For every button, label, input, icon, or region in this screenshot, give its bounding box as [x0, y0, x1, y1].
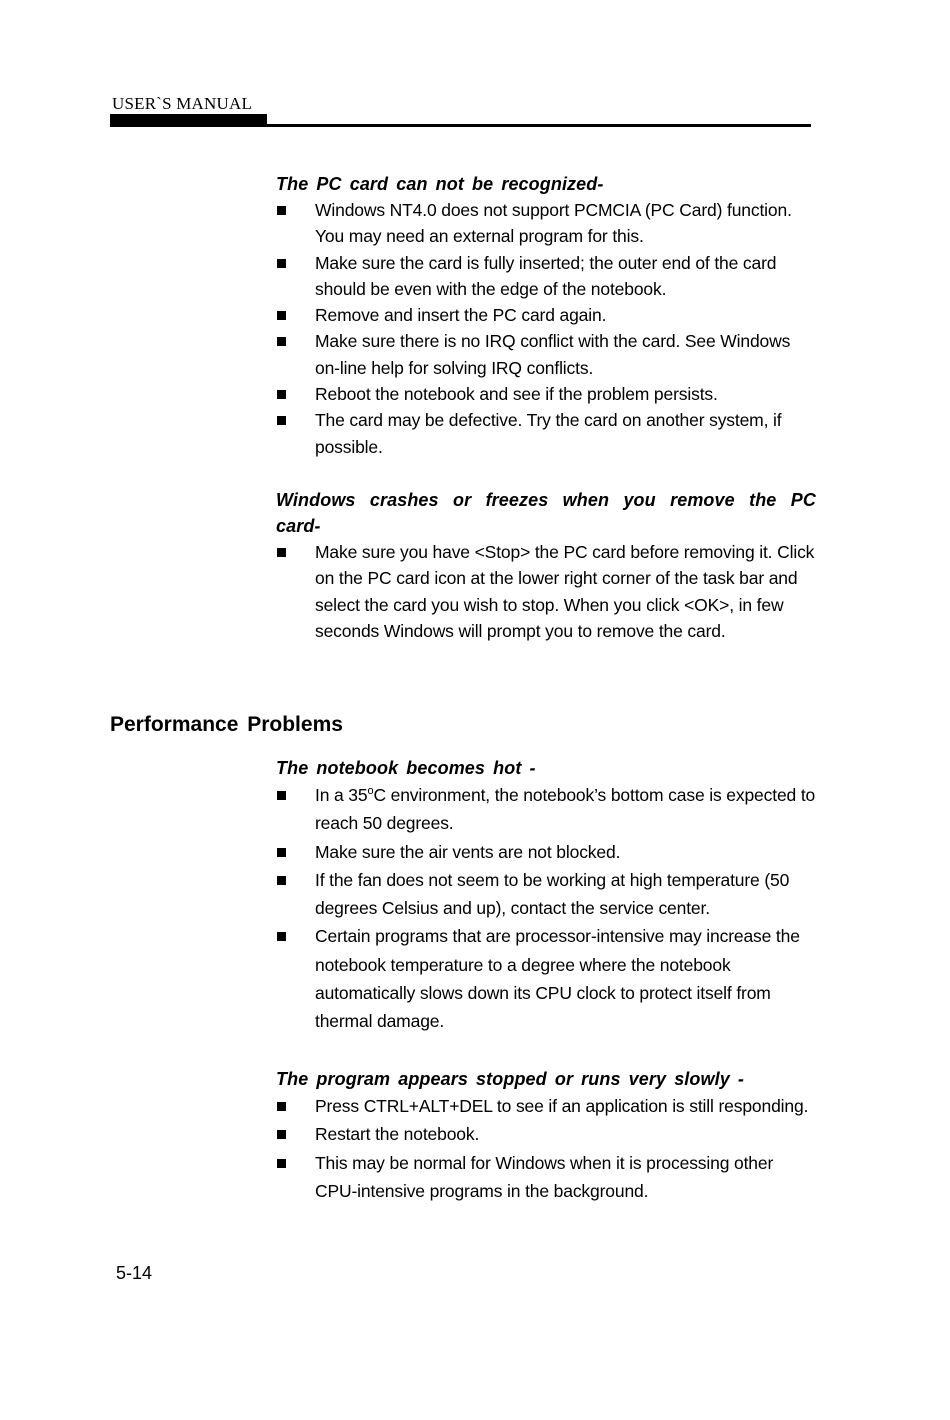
list-item	[276, 1120, 816, 1148]
square-bullet-icon	[277, 791, 286, 800]
list-item	[276, 838, 816, 866]
square-bullet-icon	[277, 932, 286, 941]
square-bullet-icon	[277, 337, 286, 346]
pc-card-unrecognized-section	[276, 171, 816, 460]
subsection-heading: The notebook becomes hot -	[276, 758, 536, 778]
list-item-text: Make sure the card is fully inserted; the outer end of the card should be even with the edge of the notebook.	[315, 252, 777, 299]
bullet-list	[276, 197, 816, 460]
square-bullet-icon	[277, 1102, 286, 1111]
list-item	[276, 328, 816, 381]
subsection-heading: Windows crashes or freezes when you remove the PC card-	[276, 490, 816, 536]
list-item-text: Restart the notebook.	[315, 1124, 480, 1145]
list-item-text: Certain programs that are processor-intensive may increase the notebook temperature to a degree where the notebook automatically slows down its CPU clock to protect itself from thermal damage.	[315, 926, 800, 1032]
windows-crash-section	[276, 487, 816, 644]
square-bullet-icon	[277, 416, 286, 425]
list-item-text: Make sure there is no IRQ conflict with the card. See Windows on-line help for solving IRQ conflicts.	[315, 331, 791, 378]
list-item-text: C environment, the notebook’s bottom case is expected to reach 50 degrees.	[315, 785, 816, 834]
list-item-text: Remove and insert the PC card again.	[315, 305, 607, 326]
section-title: Performance Problems	[110, 713, 343, 736]
list-item-text: If the fan does not seem to be working at high temperature (50 degrees Celsius and up), contact the service center.	[315, 869, 790, 919]
square-bullet-icon	[277, 311, 286, 320]
list-item-text: Windows NT4.0 does not support PCMCIA (PC Card) function. You may need an external program for this.	[315, 200, 792, 247]
square-bullet-icon	[277, 206, 286, 215]
list-item-text: Make sure the air vents are not blocked.	[315, 841, 621, 862]
square-bullet-icon	[277, 848, 286, 857]
list-item-text: In a 35	[315, 785, 368, 805]
list-item	[276, 781, 816, 838]
list-item	[276, 302, 816, 328]
square-bullet-icon	[277, 1130, 286, 1139]
list-item	[276, 197, 816, 250]
subsection-heading: The program appears stopped or runs very slowly -	[276, 1069, 745, 1089]
subsection-heading: The PC card can not be recognized-	[276, 174, 604, 194]
header-rule	[110, 124, 811, 127]
square-bullet-icon	[277, 390, 286, 399]
bullet-list	[276, 539, 816, 644]
square-bullet-icon	[277, 259, 286, 268]
list-item	[276, 922, 816, 1035]
list-item	[276, 407, 816, 460]
list-item	[276, 1149, 816, 1206]
bullet-list	[276, 781, 816, 1036]
list-item-text: This may be normal for Windows when it is processing other CPU-intensive programs in the background.	[315, 1152, 774, 1201]
list-item	[276, 381, 816, 407]
list-item	[276, 866, 816, 923]
degree-mark: o	[367, 785, 374, 798]
manual-header-label: USER`S MANUAL	[112, 94, 253, 113]
notebook-hot-section	[276, 755, 816, 1036]
list-item-text: The card may be defective. Try the card on another system, if possible.	[315, 410, 782, 457]
program-slow-section	[276, 1066, 816, 1205]
list-item-text: Make sure you have <Stop> the PC card before removing it. Click on the PC card icon at the lower right corner of the task bar and select the card you wish to stop. When you click <OK>, in few seconds Windows will prompt you to remove the card.	[315, 542, 815, 641]
square-bullet-icon	[277, 876, 286, 885]
square-bullet-icon	[277, 548, 286, 557]
square-bullet-icon	[277, 1159, 286, 1168]
list-item-text: Reboot the notebook and see if the problem persists.	[315, 384, 718, 405]
list-item-text: Press CTRL+ALT+DEL to see if an application is still responding.	[315, 1096, 809, 1116]
page-number: 5-14	[116, 1263, 153, 1283]
list-item	[276, 250, 816, 303]
list-item	[276, 1092, 816, 1120]
list-item	[276, 539, 816, 644]
bullet-list	[276, 1092, 816, 1205]
